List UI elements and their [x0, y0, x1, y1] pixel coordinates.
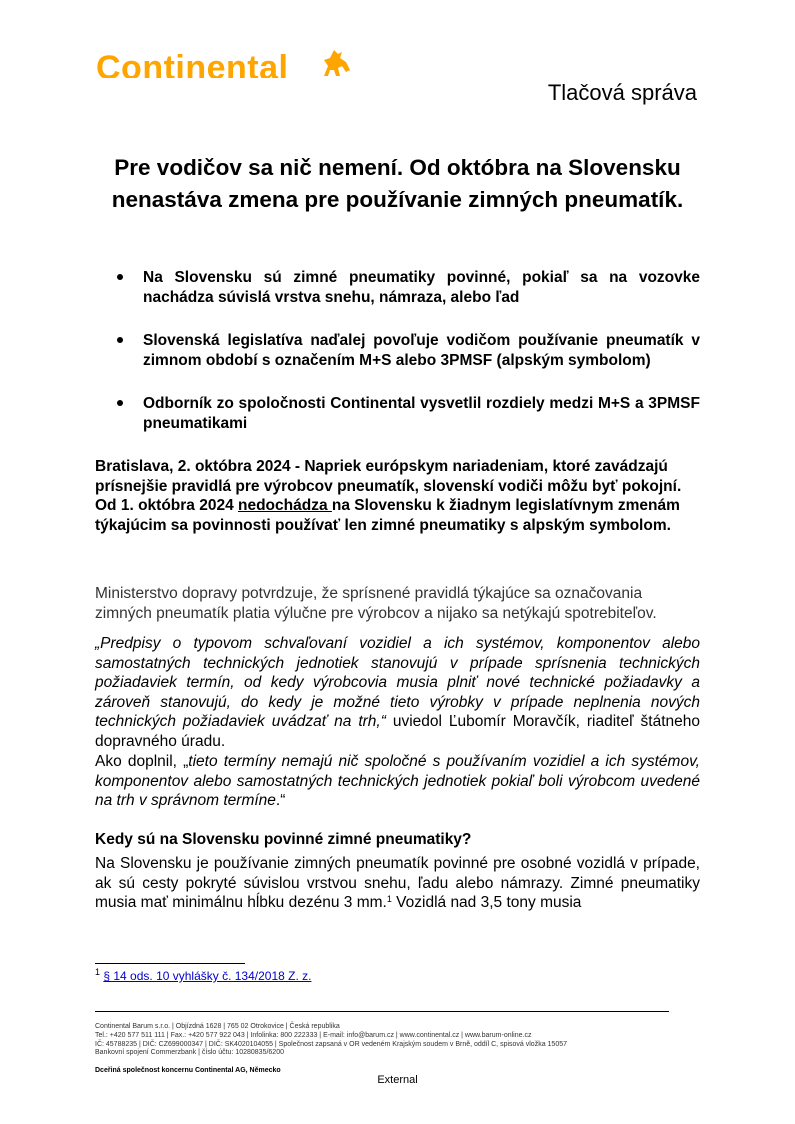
footer-bank: Bankovní spojení Commerzbank | číslo účtu: 10280835/6200 [95, 1049, 284, 1056]
bullet-item [95, 268, 700, 308]
footer-address: Continental Barum s.r.o. | Objízdná 1628 | 765 02 Otrokovice | Česká republika [95, 1023, 340, 1030]
key-points-list [95, 268, 700, 457]
bullet-dot [117, 274, 123, 280]
footnote-link[interactable]: § 14 ods. 10 vyhlášky č. 134/2018 Z. z. [103, 969, 312, 983]
body-paragraph-addition [95, 752, 700, 811]
headline: Pre vodičov sa nič nemení. Od októbra na Slovensku nenastáva zmena pre používanie zimných pneumatík. [111, 155, 684, 212]
footnote [95, 968, 311, 984]
lead-paragraph [95, 457, 700, 535]
footnote-number: 1 [95, 967, 101, 977]
footnote-divider [95, 963, 245, 964]
addition-quote: tieto termíny nemajú nič spoločné s používaním vozidiel a ich systémov, komponentov alebo samostatných technických jednotiek pokiaľ boli výrobcom uvedené na trh v správnom termíne [95, 753, 700, 809]
footnote-reference[interactable]: 1 [386, 894, 392, 904]
bullet-text: Slovenská legislatíva naďalej povoľuje vodičom používanie pneumatík v zimnom období s označením M+S alebo 3PMSF (alpským symbolom) [143, 332, 700, 369]
document-type-label: Tlačová správa [547, 80, 697, 105]
body-paragraph-ministry: Ministerstvo dopravy potvrdzuje, že sprísnené pravidlá týkajúce sa označovania zimných pneumatík platia výlučne pre výrobcov a nijako sa netýkajú spotrebiteľov. [95, 585, 657, 622]
section-heading: Kedy sú na Slovensku povinné zimné pneumatiky? [95, 831, 472, 848]
body-paragraph-rules [95, 854, 700, 913]
classification-label: External [377, 1074, 418, 1086]
lead-text-end: na Slovensku k žiadnym legislatívnym zmenám týkajúcim sa povinnosti používať len zimné pneumatiky s alpským symbolom. [95, 497, 680, 534]
lead-text-start: Bratislava, 2. októbra 2024 - Napriek európskym nariadeniam, ktoré zavádzajú prísnejšie pravidlá pre výrobcov pneumatík, slovenskí vodiči môžu byť pokojní. Od 1. októbra 2024 [95, 458, 682, 514]
bullet-dot [117, 337, 123, 343]
addition-intro: Ako doplnil, „ [95, 753, 189, 770]
footer-parent-company: Dceřiná společnost koncernu Continental AG, Německo [95, 1067, 281, 1074]
logo-wordmark: Continental [96, 49, 289, 78]
continental-logo [96, 44, 358, 78]
footer-contacts: Tel.: +420 577 511 111 | Fax.: +420 577 922 043 | Infolinka: 800 222333 | E-mail: info@barum.cz | www.continental.cz | www.barum-online.cz [95, 1032, 532, 1039]
bullet-text: Odborník zo spoločnosti Continental vysvetlil rozdiely medzi M+S a 3PMSF pneumatikami [143, 395, 700, 432]
footer-registration: IČ: 45788235 | DIČ: CZ699000347 | DIČ: SK4020104055 | Společnost zapsaná v OR vedeném Krajským soudem v Brně, oddíl C, spisová vložka 15057 [95, 1041, 567, 1048]
bullet-text: Na Slovensku sú zimné pneumatiky povinné, pokiaľ sa na vozovke nachádza súvislá vrstva snehu, námraza, alebo ľad [143, 269, 700, 306]
lead-underlined-word: nedochádza [238, 497, 332, 514]
quote-paragraph [95, 634, 700, 751]
addition-end: .“ [275, 792, 286, 809]
rules-text: Na Slovensku je používanie zimných pneumatík povinné pre osobné vozidlá v prípade, ak sú cesty pokryté súvislou vrstvou snehu, ľadu alebo námrazy. Zimné pneumatiky musia mať minimálnu hĺbku dezénu 3 mm. [95, 855, 700, 911]
quote-text: „Predpisy o typovom schvaľovaní vozidiel a ich systémov, komponentov alebo samostatných technických jednotiek stanovujú v prípade sprísnenia technických požiadaviek termín, od kedy výrobcovia musia plniť nové technické požiadavky a zároveň stanovujú, do kedy je možné tieto výrobky v prípade neplnenia nových technických požiadaviek uvádzať na trh,“ [95, 635, 700, 730]
rules-text-continued: Vozidlá nad 3,5 tony musia [391, 894, 582, 911]
bullet-item [95, 394, 700, 434]
bullet-item [95, 331, 700, 371]
footer-divider [95, 1011, 669, 1012]
bullet-dot [117, 400, 123, 406]
quote-attribution: uviedol Ľubomír Moravčík, riaditeľ štátneho dopravného úradu. [95, 713, 700, 750]
horse-icon [318, 48, 352, 78]
